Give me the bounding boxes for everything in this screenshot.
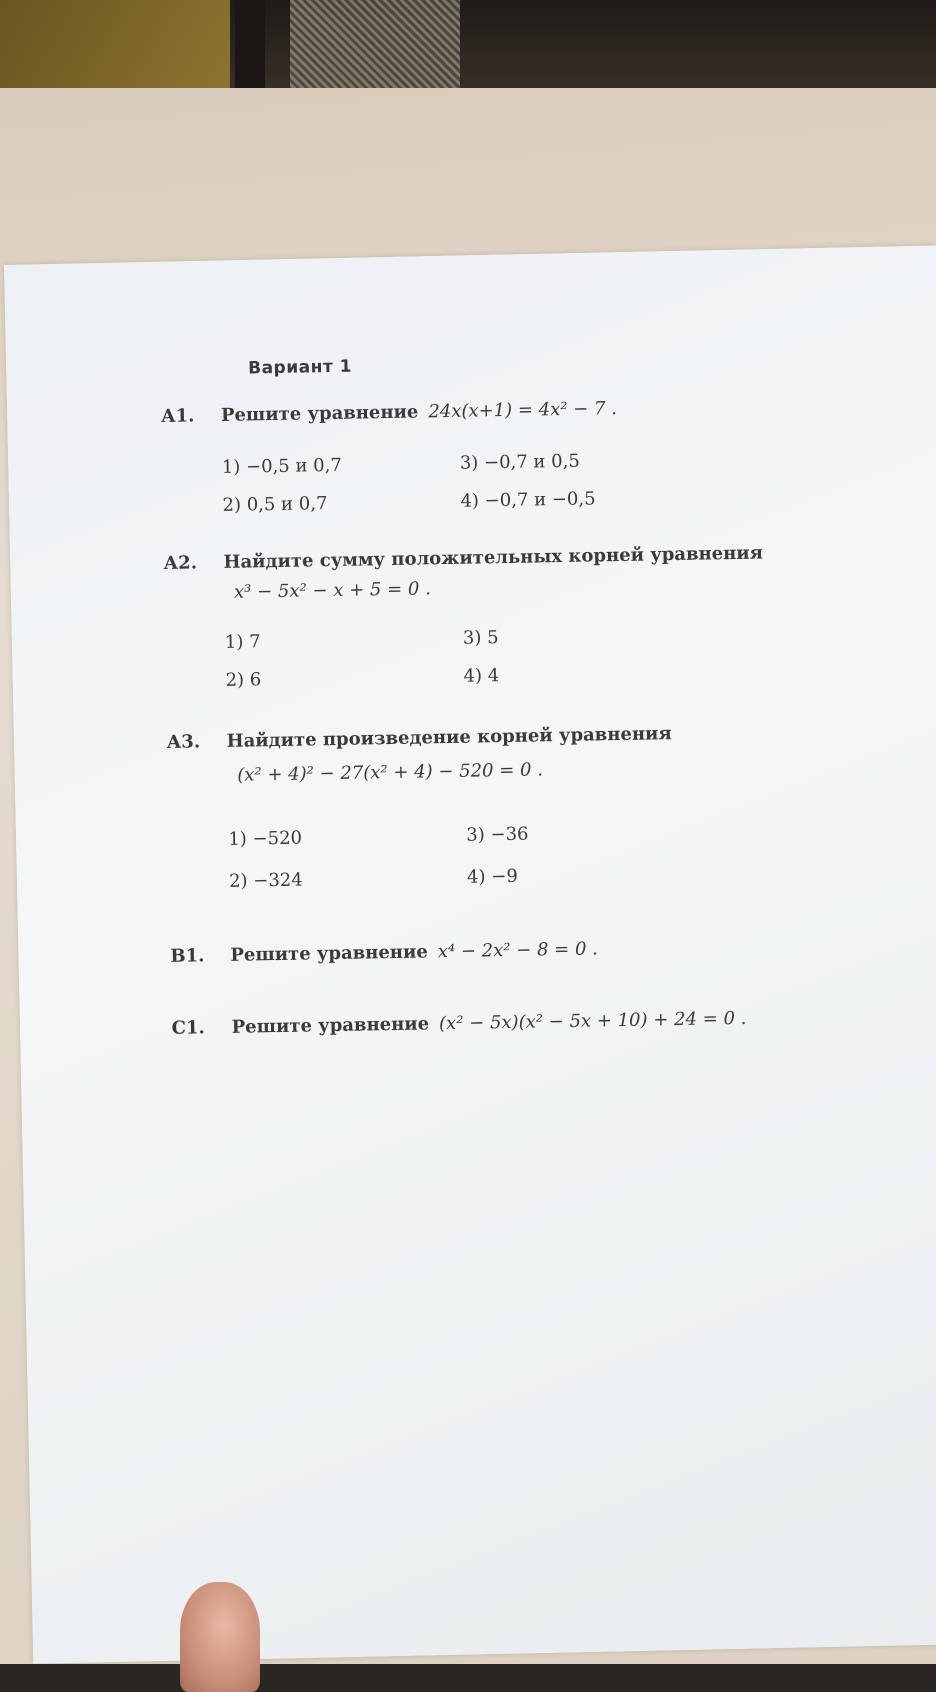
task-formula: (x² + 4)² − 27(x² + 4) − 520 = 0 . — [237, 759, 544, 786]
task-prompt: Решите уравнение — [231, 1013, 430, 1038]
answer-option: 2) 0,5 и 0,7 — [222, 493, 328, 516]
answer-option: 4) 4 — [463, 665, 500, 687]
task-prompt: Найдите произведение корней уравнения — [226, 723, 672, 752]
task-formula: x³ − 5x² − x + 5 = 0 . — [233, 578, 432, 603]
task-label: А2. — [163, 552, 198, 574]
task-label: А3. — [166, 731, 201, 753]
task-prompt: Решите уравнение — [230, 941, 428, 966]
task-label: А1. — [160, 405, 195, 427]
task-label: В1. — [170, 945, 205, 967]
task-label: С1. — [171, 1017, 205, 1039]
task-formula: x⁴ − 2x² − 8 = 0 . — [437, 938, 599, 963]
task-formula: 24x(x+1) = 4x² − 7 . — [428, 398, 618, 423]
answer-option: 1) −0,5 и 0,7 — [221, 454, 343, 478]
thumb — [180, 1582, 260, 1692]
task-formula: (x² − 5x)(x² − 5x + 10) + 24 = 0 . — [438, 1007, 747, 1035]
answer-option: 4) −0,7 и −0,5 — [460, 488, 596, 512]
answer-option: 3) 5 — [462, 627, 499, 649]
answer-option: 2) 6 — [225, 669, 262, 691]
task-prompt: Решите уравнение — [220, 401, 419, 426]
answer-option: 2) −324 — [228, 869, 303, 892]
answer-option: 4) −9 — [466, 865, 518, 888]
answer-option: 3) −36 — [466, 823, 529, 846]
answer-option: 3) −0,7 и 0,5 — [459, 450, 580, 474]
background-wall — [0, 0, 230, 95]
task-prompt: Найдите сумму положительных корней уравнения — [223, 542, 764, 573]
answer-option: 1) −520 — [228, 827, 303, 850]
variant-title: Вариант 1 — [247, 356, 353, 379]
answer-option: 1) 7 — [224, 631, 261, 653]
